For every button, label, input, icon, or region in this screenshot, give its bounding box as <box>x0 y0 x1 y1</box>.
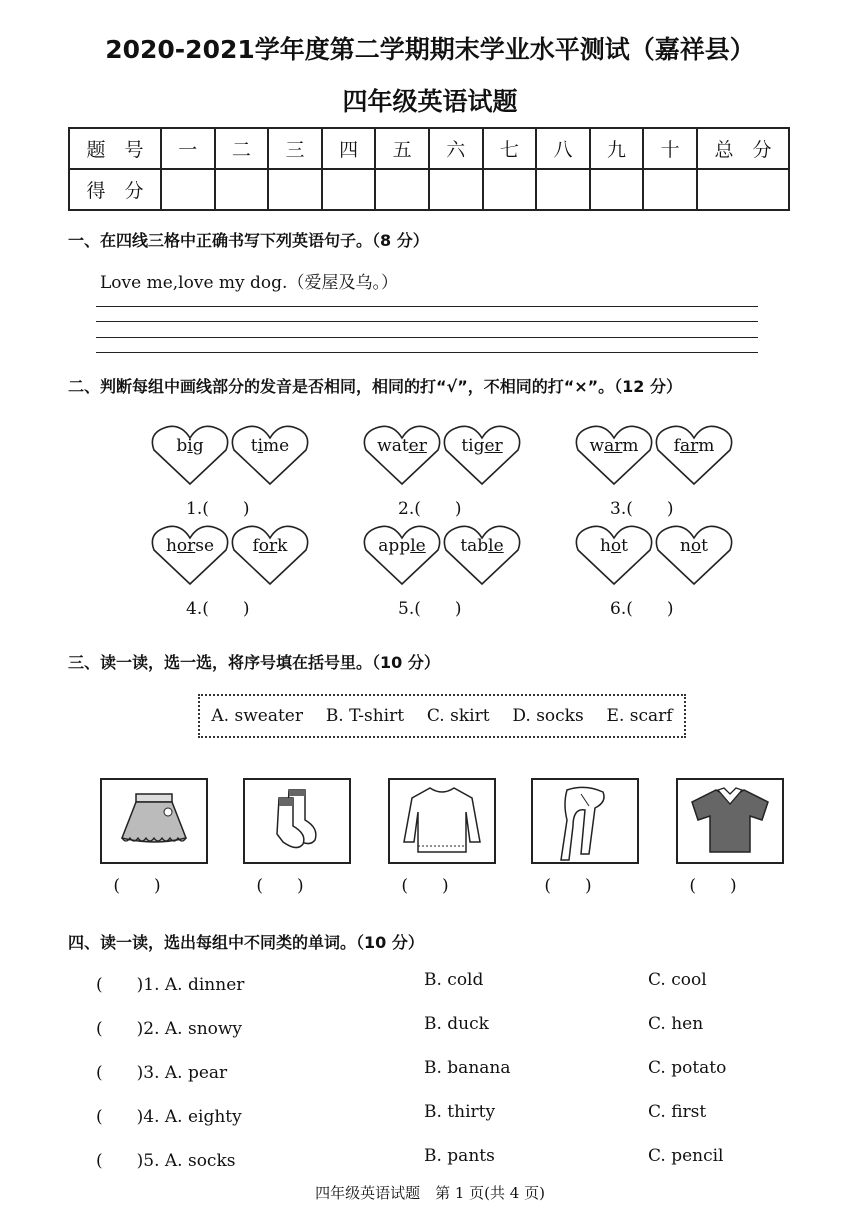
tshirt-picture <box>676 778 784 864</box>
score-table <box>68 127 790 211</box>
exam-title: 2020-2021学年度第二学期期末学业水平测试（嘉祥县） <box>105 35 755 64</box>
question-option-a[interactable]: ( )5. A. socks <box>96 1151 236 1171</box>
score-header-label: 题 号 <box>69 128 161 169</box>
heart-word: hot <box>599 536 629 556</box>
question-option-b: B. banana <box>424 1058 511 1078</box>
question-option-b: B. thirty <box>424 1102 496 1122</box>
clothing-options-box <box>198 694 686 738</box>
score-cell[interactable] <box>483 169 537 210</box>
score-cell[interactable] <box>322 169 376 210</box>
section1-sentence: Love me,love my dog.（爱屋及乌。） <box>100 273 398 293</box>
sweater-picture <box>388 778 496 864</box>
score-col: 九 <box>590 128 644 169</box>
score-col: 六 <box>429 128 483 169</box>
section1-heading: 一、在四线三格中正确书写下列英语句子。（8 分） <box>68 231 429 250</box>
score-col: 五 <box>375 128 429 169</box>
score-col: 三 <box>268 128 322 169</box>
page-footer: 四年级英语试题 第 1 页(共 4 页) <box>315 1184 545 1202</box>
score-col: 八 <box>536 128 590 169</box>
answer-blank[interactable]: 4.( ) <box>186 599 250 619</box>
question-option-a[interactable]: ( )4. A. eighty <box>96 1107 242 1127</box>
heart-word: warm <box>589 436 639 456</box>
heart-pair <box>150 524 316 588</box>
question-option-c: C. first <box>648 1102 707 1122</box>
option-scarf: E. scarf <box>606 706 673 726</box>
score-cell[interactable] <box>215 169 269 210</box>
writing-line <box>96 352 758 353</box>
writing-line <box>96 337 758 338</box>
heart-pair <box>574 524 740 588</box>
question-option-b: B. cold <box>424 970 484 990</box>
question-option-b: B. pants <box>424 1146 495 1166</box>
socks-picture <box>243 778 351 864</box>
score-cell[interactable] <box>590 169 644 210</box>
option-sweater: A. sweater <box>211 706 303 726</box>
option-tshirt: B. T-shirt <box>325 706 405 726</box>
question-option-a[interactable]: ( )3. A. pear <box>96 1063 228 1083</box>
score-cell[interactable] <box>268 169 322 210</box>
answer-paren[interactable]: () <box>689 876 771 896</box>
heart-pair <box>574 424 740 488</box>
answer-blank[interactable]: 2.( ) <box>398 499 462 519</box>
heart-word: apple <box>378 536 426 556</box>
heart-word: water <box>377 436 427 456</box>
heart-pair <box>362 424 528 488</box>
score-cell[interactable] <box>697 169 789 210</box>
heart-pair <box>362 524 528 588</box>
score-col: 一 <box>161 128 215 169</box>
heart-word: tiger <box>461 436 503 456</box>
section3-heading: 三、读一读，选一选，将序号填在括号里。（10 分） <box>68 653 440 672</box>
writing-line <box>96 306 758 307</box>
question-option-a[interactable]: ( )2. A. snowy <box>96 1019 243 1039</box>
score-col: 二 <box>215 128 269 169</box>
score-col: 七 <box>483 128 537 169</box>
question-option-a[interactable]: ( )1. A. dinner <box>96 975 245 995</box>
section4-heading: 四、读一读，选出每组中不同类的单词。（10 分） <box>68 933 424 952</box>
heart-word: fork <box>252 536 288 556</box>
score-cell[interactable] <box>429 169 483 210</box>
score-total-label: 总 分 <box>697 128 789 169</box>
score-cell[interactable] <box>375 169 429 210</box>
answer-blank[interactable]: 3.( ) <box>610 499 674 519</box>
answer-blank[interactable]: 1.( ) <box>186 499 250 519</box>
answer-paren[interactable]: () <box>113 876 195 896</box>
heart-word: table <box>460 536 504 556</box>
answer-blank[interactable]: 6.( ) <box>610 599 674 619</box>
question-option-c: C. hen <box>648 1014 704 1034</box>
skirt-picture <box>100 778 208 864</box>
section2-heading: 二、判断每组中画线部分的发音是否相同，相同的打“√”，不相同的打“×”。（12 分） <box>68 377 682 396</box>
heart-pair <box>150 424 316 488</box>
heart-word: time <box>250 436 290 456</box>
score-col: 十 <box>643 128 697 169</box>
score-row-label: 得 分 <box>69 169 161 210</box>
score-col: 四 <box>322 128 376 169</box>
question-option-b: B. duck <box>424 1014 489 1034</box>
answer-blank[interactable]: 5.( ) <box>398 599 462 619</box>
answer-paren[interactable]: () <box>256 876 338 896</box>
question-option-c: C. cool <box>648 970 707 990</box>
writing-line <box>96 321 758 322</box>
heart-word: farm <box>673 436 715 456</box>
answer-paren[interactable]: () <box>544 876 626 896</box>
option-skirt: C. skirt <box>426 706 490 726</box>
heart-word: not <box>679 536 709 556</box>
score-cell[interactable] <box>161 169 215 210</box>
score-cell[interactable] <box>536 169 590 210</box>
option-socks: D. socks <box>512 706 584 726</box>
exam-subtitle: 四年级英语试题 <box>342 87 518 116</box>
answer-paren[interactable]: () <box>401 876 483 896</box>
heart-word: horse <box>165 536 215 556</box>
scarf-picture <box>531 778 639 864</box>
question-option-c: C. pencil <box>648 1146 724 1166</box>
heart-word: big <box>176 436 204 456</box>
score-cell[interactable] <box>643 169 697 210</box>
question-option-c: C. potato <box>648 1058 727 1078</box>
